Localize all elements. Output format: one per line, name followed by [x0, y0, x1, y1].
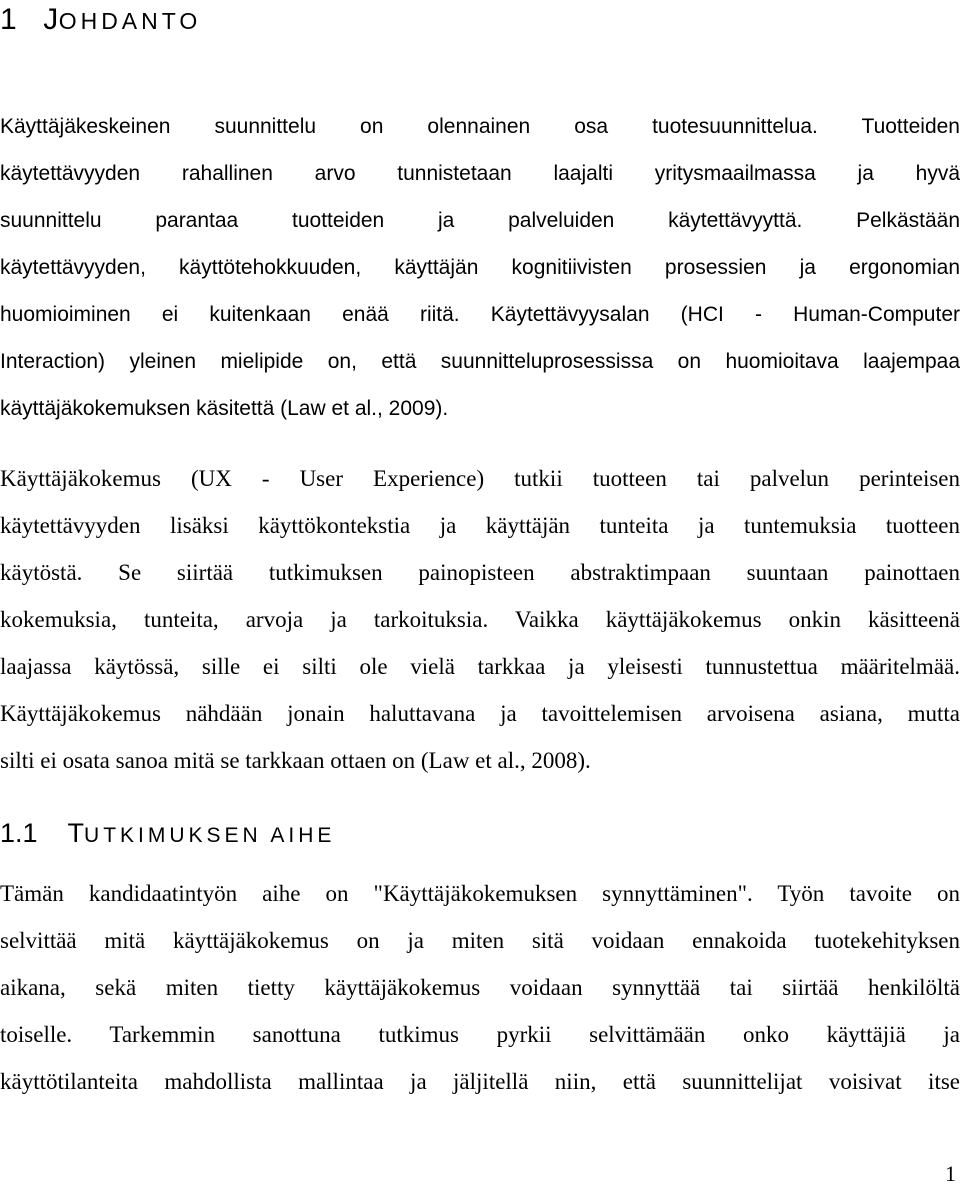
section-title-initial: T [67, 818, 85, 848]
chapter-number: 1 [0, 3, 18, 36]
section-title-rest: UTKIMUKSEN AIHE [84, 824, 336, 847]
paragraph-line: aikana, sekä miten tietty käyttäjäkokemus voidaan synnyttää tai siirtää henkilöltä [0, 975, 960, 1000]
chapter-title-rest: OHDANTO [58, 8, 202, 34]
paragraph-line: huomioiminen ei kuitenkaan enää riitä. Käytettävyysalan (HCI - Human-Computer [0, 303, 960, 326]
paragraph-line: selvittää mitä käyttäjäkokemus on ja miten sitä voidaan ennakoida tuotekehityksen [0, 928, 960, 953]
chapter-title-initial: J [43, 3, 59, 36]
paragraph-line: suunnittelu parantaa tuotteiden ja palveluiden käytettävyyttä. Pelkästään [0, 209, 960, 232]
paragraph-line: käyttötilanteita mahdollista mallintaa ja jäljitellä niin, että suunnittelijat voisivat itse [0, 1069, 960, 1094]
section-heading [0, 815, 335, 851]
paragraph-line: laajassa käytössä, sille ei silti ole vielä tarkkaa ja yleisesti tunnustettua määritelmää. [0, 654, 960, 679]
paragraph-line: Käyttäjäkokemus (UX - User Experience) tutkii tuotteen tai palvelun perinteisen [0, 466, 960, 491]
page-number: 1 [945, 1161, 956, 1186]
paragraph-line: käytettävyyden lisäksi käyttökontekstia ja käyttäjän tunteita ja tuntemuksia tuotteen [0, 513, 960, 538]
paragraph-line: Tämän kandidaatintyön aihe on "Käyttäjäkokemuksen synnyttäminen". Työn tavoite on [0, 881, 960, 906]
paragraph-line: Interaction) yleinen mielipide on, että suunnitteluprosessissa on huomioitava laajempaa [0, 350, 960, 373]
paragraph-line: käyttäjäkokemuksen käsitettä (Law et al., 2009). [0, 397, 449, 420]
paragraph-line: käytöstä. Se siirtää tutkimuksen painopisteen abstraktimpaan suuntaan painottaen [0, 560, 960, 585]
paragraph-line: Käyttäjäkeskeinen suunnittelu on olennainen osa tuotesuunnittelua. Tuotteiden [0, 115, 960, 138]
paragraph-line: toiselle. Tarkemmin sanottuna tutkimus pyrkii selvittämään onko käyttäjiä ja [0, 1022, 960, 1047]
chapter-heading [0, 0, 201, 40]
section-number: 1.1 [0, 818, 38, 848]
paragraph-line: Käyttäjäkokemus nähdään jonain haluttavana ja tavoittelemisen arvoisena asiana, mutta [0, 701, 960, 726]
paragraph-line: kokemuksia, tunteita, arvoja ja tarkoituksia. Vaikka käyttäjäkokemus onkin käsitteenä [0, 607, 960, 632]
paragraph-line: käytettävyyden, käyttötehokkuuden, käyttäjän kognitiivisten prosessien ja ergonomian [0, 256, 960, 279]
paragraph-line: käytettävyyden rahallinen arvo tunnistetaan laajalti yritysmaailmassa ja hyvä [0, 162, 960, 185]
paragraph-line: silti ei osata sanoa mitä se tarkkaan ottaen on (Law et al., 2008). [0, 748, 591, 773]
